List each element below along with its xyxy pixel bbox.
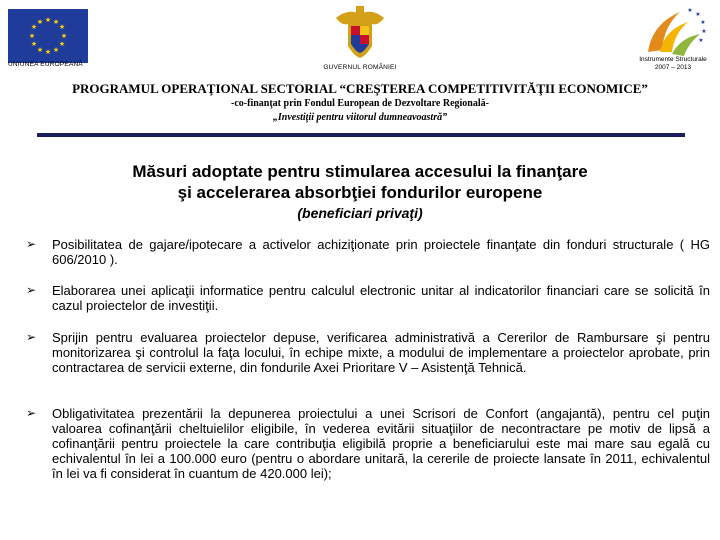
- slide-subtitle: (beneficiari privaţi): [297, 205, 423, 221]
- coat-of-arms-logo: [328, 4, 392, 62]
- svg-text:★: ★: [52, 46, 60, 54]
- svg-text:★: ★: [36, 46, 44, 54]
- gov-caption: GUVERNUL ROMÂNIEI: [323, 64, 397, 71]
- structural-instruments-caption: [628, 56, 718, 72]
- svg-text:★: ★: [695, 11, 701, 18]
- slide-title: [0, 161, 720, 203]
- bullet-text: Sprijin pentru evaluarea proiectelor depuse, verificarea administrativă a Cererilor de Rambursare şi pentru monitorizarea şi controlul la faţa locului, în echipe mixte, a modului de implementare a proiectelor aprobate, prin contractarea de servicii externe, din fondurile Axei Prioritare V – Asistenţă Tehnică.: [52, 330, 710, 375]
- bullet-item: [26, 237, 710, 267]
- svg-text:★: ★: [58, 40, 66, 48]
- eu-flag-logo: [8, 9, 88, 63]
- svg-text:★: ★: [701, 28, 707, 35]
- cofinance-line: -co-finanţat prin Fondul European de Dezvoltare Regională-: [231, 98, 489, 109]
- bullet-text: Posibilitatea de gajare/ipotecare a activelor achiziţionate prin proiectele finanţate din fonduri structurale ( HG 606/2010 ).: [52, 237, 710, 267]
- bullet-item: [26, 406, 710, 481]
- header-divider: [37, 133, 685, 137]
- svg-text:★: ★: [36, 18, 44, 26]
- program-title: PROGRAMUL OPERAŢIONAL SECTORIAL “CREŞTEREA COMPETITIVITĂŢII ECONOMICE”: [72, 81, 648, 96]
- bullet-text: Obligativitatea prezentării la depunerea proiectului a unei Scrisori de Confort (angajantă), pentru cel puţin valoarea cofinanţării cheltuielilor eligibile, în vederea evitării situaţiilor de necontractare pe motiv de lipsă a cofinanţării pentru proiectele la care contribuţia eligibilă proprie a beneficiarului este mai mare sau egală cu echivalentul în lei a 100.000 euro (pentru o abordare unitară, la cererile de proiecte lansate în 2011, echivalentul în lei va fi considerat în cuantum de 420.000 lei);: [52, 406, 710, 481]
- svg-text:★: ★: [52, 18, 60, 26]
- svg-text:★: ★: [44, 16, 52, 24]
- svg-text:★: ★: [687, 7, 693, 14]
- svg-text:★: ★: [30, 23, 38, 31]
- arrow-bullet-icon: ➢: [26, 283, 37, 297]
- bullet-text: Elaborarea unei aplicaţii informatice pentru calculul electronic unitar al indicatorilor financiari care se solicită în cazul proiectelor de investiţii.: [52, 283, 710, 313]
- svg-text:★: ★: [700, 19, 706, 26]
- svg-text:★: ★: [58, 23, 66, 31]
- svg-text:★: ★: [698, 37, 704, 44]
- bullet-item: [26, 283, 710, 313]
- slide-title-line2: şi accelerarea absorbţiei fondurilor europene: [177, 183, 543, 202]
- svg-text:★: ★: [28, 32, 36, 40]
- is-caption-line2: 2007 – 2013: [654, 64, 692, 71]
- svg-text:★: ★: [60, 32, 68, 40]
- is-caption-line1: Instrumente Structurale: [639, 56, 707, 63]
- arrow-bullet-icon: ➢: [26, 406, 37, 420]
- slide-title-line1: Măsuri adoptate pentru stimularea accesului la finanţare: [132, 162, 588, 181]
- structural-instruments-logo: [642, 4, 710, 60]
- motto-line: „Investiţii pentru viitorul dumneavoastră”: [272, 112, 448, 123]
- svg-text:★: ★: [30, 40, 38, 48]
- arrow-bullet-icon: ➢: [26, 330, 37, 344]
- arrow-bullet-icon: ➢: [26, 237, 37, 251]
- bullet-item: [26, 330, 710, 375]
- svg-text:★: ★: [44, 48, 52, 56]
- eu-caption: UNIUNEA EUROPEANĂ: [8, 61, 83, 68]
